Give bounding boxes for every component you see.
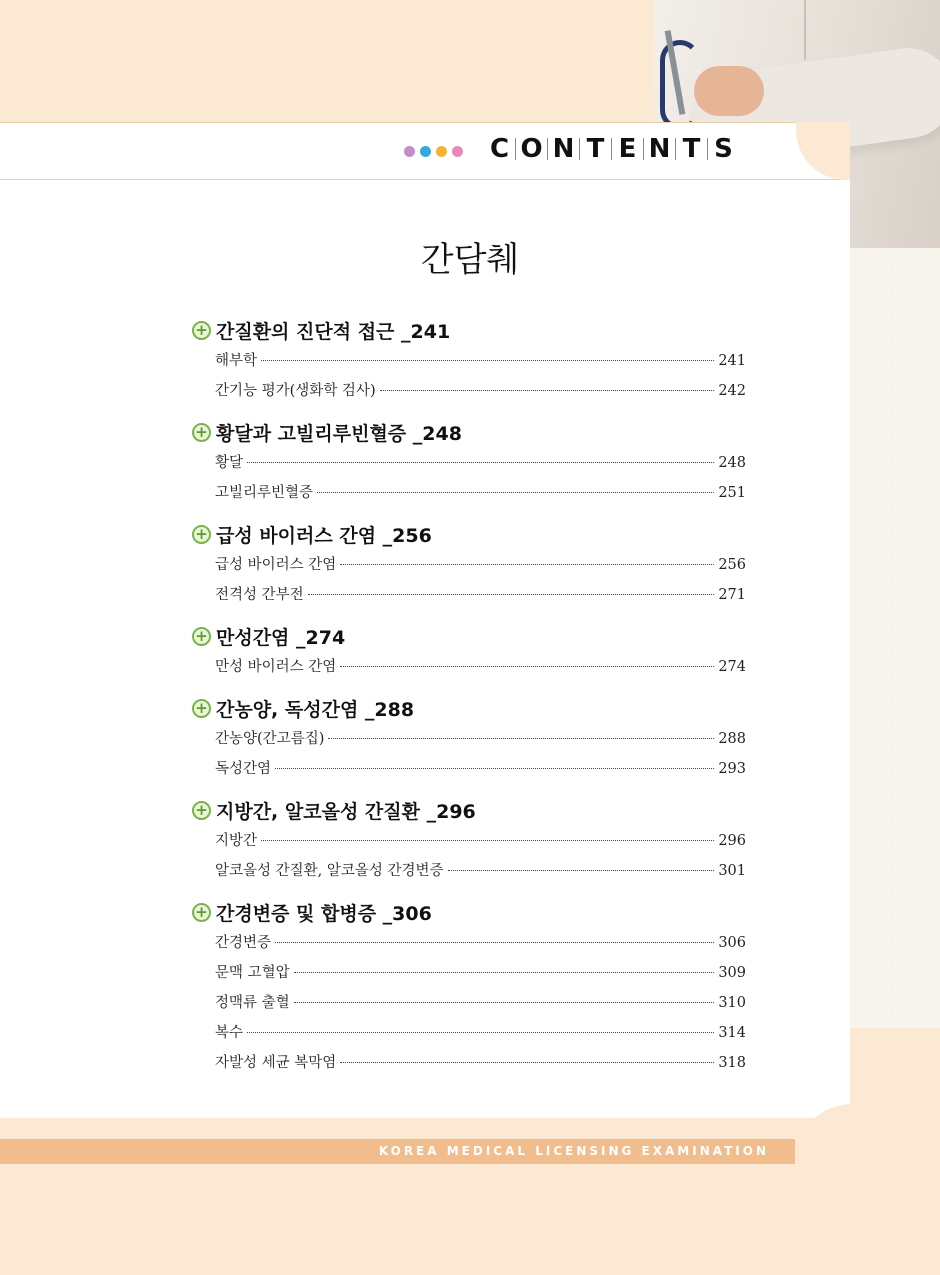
- entry-label: 황달: [215, 455, 244, 471]
- contents-letter: T: [682, 134, 701, 164]
- dot-leader: [275, 942, 714, 943]
- dot-leader: [275, 768, 714, 769]
- contents-letter: S: [714, 134, 733, 164]
- dot-leader: [261, 360, 714, 361]
- toc-entry[interactable]: [192, 448, 746, 478]
- dot-leader: [247, 1032, 714, 1033]
- entry-page-number: 293: [718, 761, 746, 777]
- toc-entry[interactable]: [192, 478, 746, 508]
- entry-label: 전격성 간부전: [215, 587, 304, 603]
- entry-label: 자발성 세균 복막염: [215, 1055, 337, 1071]
- entry-label: 간농양(간고름집): [215, 731, 325, 747]
- toc-entry[interactable]: [192, 856, 746, 886]
- toc-entry[interactable]: [192, 1048, 746, 1078]
- plus-circle-icon: +: [192, 627, 211, 646]
- chapter-title: 간농양, 독성간염 _288: [216, 698, 415, 721]
- dot-leader: [294, 972, 715, 973]
- chapter-heading[interactable]: [192, 896, 746, 928]
- dot-purple: [404, 146, 415, 157]
- contents-letter: C: [489, 134, 510, 164]
- entry-label: 알코올성 간질환, 알코올성 간경변증: [215, 863, 444, 879]
- entry-label: 해부학: [215, 353, 258, 369]
- entry-page-number: 288: [718, 731, 746, 747]
- dot-blue: [420, 146, 431, 157]
- chapter-title: 지방간, 알코올성 간질환 _296: [216, 800, 476, 823]
- dot-yellow: [436, 146, 447, 157]
- entry-page-number: 248: [718, 455, 746, 471]
- table-of-contents: [192, 314, 746, 1078]
- entry-page-number: 318: [718, 1055, 746, 1071]
- toc-entry[interactable]: [192, 958, 746, 988]
- chapter-heading[interactable]: [192, 794, 746, 826]
- entry-label: 급성 바이러스 간염: [215, 557, 337, 573]
- entry-page-number: 242: [718, 383, 746, 399]
- entry-label: 간경변증: [215, 935, 272, 951]
- chapter-heading[interactable]: [192, 314, 746, 346]
- toc-entry[interactable]: [192, 826, 746, 856]
- toc-entry[interactable]: [192, 1018, 746, 1048]
- side-pattern: [850, 248, 940, 1028]
- dot-leader: [340, 564, 714, 565]
- contents-letter: O: [520, 134, 543, 164]
- dot-leader: [380, 390, 715, 391]
- plus-circle-icon: +: [192, 801, 211, 820]
- chapter-title: 만성간염 _274: [216, 626, 346, 649]
- dot-leader: [247, 462, 714, 463]
- chapter-heading[interactable]: [192, 518, 746, 550]
- entry-label: 간기능 평가(생화학 검사): [215, 383, 376, 399]
- dot-pink: [452, 146, 463, 157]
- footer-bar: KOREA MEDICAL LICENSING EXAMINATION: [0, 1139, 795, 1164]
- toc-entry[interactable]: [192, 652, 746, 682]
- entry-page-number: 271: [718, 587, 746, 603]
- entry-label: 정맥류 출혈: [215, 995, 290, 1011]
- dot-leader: [340, 666, 714, 667]
- plus-circle-icon: +: [192, 423, 211, 442]
- entry-label: 문맥 고혈압: [215, 965, 290, 981]
- chapter-title: 급성 바이러스 간염 _256: [216, 524, 432, 547]
- toc-entry[interactable]: [192, 550, 746, 580]
- chapter-heading[interactable]: [192, 416, 746, 448]
- entry-page-number: 309: [718, 965, 746, 981]
- toc-entry[interactable]: [192, 928, 746, 958]
- entry-page-number: 241: [718, 353, 746, 369]
- entry-label: 만성 바이러스 간염: [215, 659, 337, 675]
- page-title: 간담췌: [420, 240, 520, 280]
- dot-leader: [448, 870, 715, 871]
- toc-entry[interactable]: [192, 346, 746, 376]
- plus-circle-icon: +: [192, 321, 211, 340]
- entry-label: 고빌리루빈혈증: [215, 485, 314, 501]
- contents-letter: N: [648, 134, 671, 164]
- dot-leader: [261, 840, 714, 841]
- dot-leader: [328, 738, 714, 739]
- toc-entry[interactable]: [192, 754, 746, 784]
- entry-label: 독성간염: [215, 761, 272, 777]
- dot-leader: [340, 1062, 714, 1063]
- entry-page-number: 306: [718, 935, 746, 951]
- entry-page-number: 310: [718, 995, 746, 1011]
- chapter-title: 간경변증 및 합병증 _306: [216, 902, 432, 925]
- chapter-heading[interactable]: [192, 620, 746, 652]
- toc-entry[interactable]: [192, 724, 746, 754]
- entry-page-number: 251: [718, 485, 746, 501]
- entry-label: 지방간: [215, 833, 258, 849]
- entry-page-number: 296: [718, 833, 746, 849]
- coat-line: [804, 0, 806, 60]
- contents-letter: E: [618, 134, 637, 164]
- plus-circle-icon: +: [192, 903, 211, 922]
- toc-entry[interactable]: [192, 580, 746, 610]
- entry-page-number: 301: [718, 863, 746, 879]
- chapter-title: 황달과 고빌리루빈혈증 _248: [216, 422, 462, 445]
- hand: [694, 66, 764, 116]
- entry-page-number: 314: [718, 1025, 746, 1041]
- four-dots-icon: [404, 146, 463, 157]
- entry-label: 복수: [215, 1025, 244, 1041]
- contents-heading: [484, 134, 739, 164]
- toc-entry[interactable]: [192, 988, 746, 1018]
- entry-page-number: 274: [718, 659, 746, 675]
- contents-letter: T: [586, 134, 605, 164]
- dot-leader: [308, 594, 715, 595]
- dot-leader: [317, 492, 714, 493]
- chapter-title: 간질환의 진단적 접근 _241: [216, 320, 451, 343]
- dot-leader: [294, 1002, 715, 1003]
- plus-circle-icon: +: [192, 525, 211, 544]
- chapter-heading[interactable]: [192, 692, 746, 724]
- contents-letter: N: [552, 134, 575, 164]
- entry-page-number: 256: [718, 557, 746, 573]
- toc-entry[interactable]: [192, 376, 746, 406]
- plus-circle-icon: +: [192, 699, 211, 718]
